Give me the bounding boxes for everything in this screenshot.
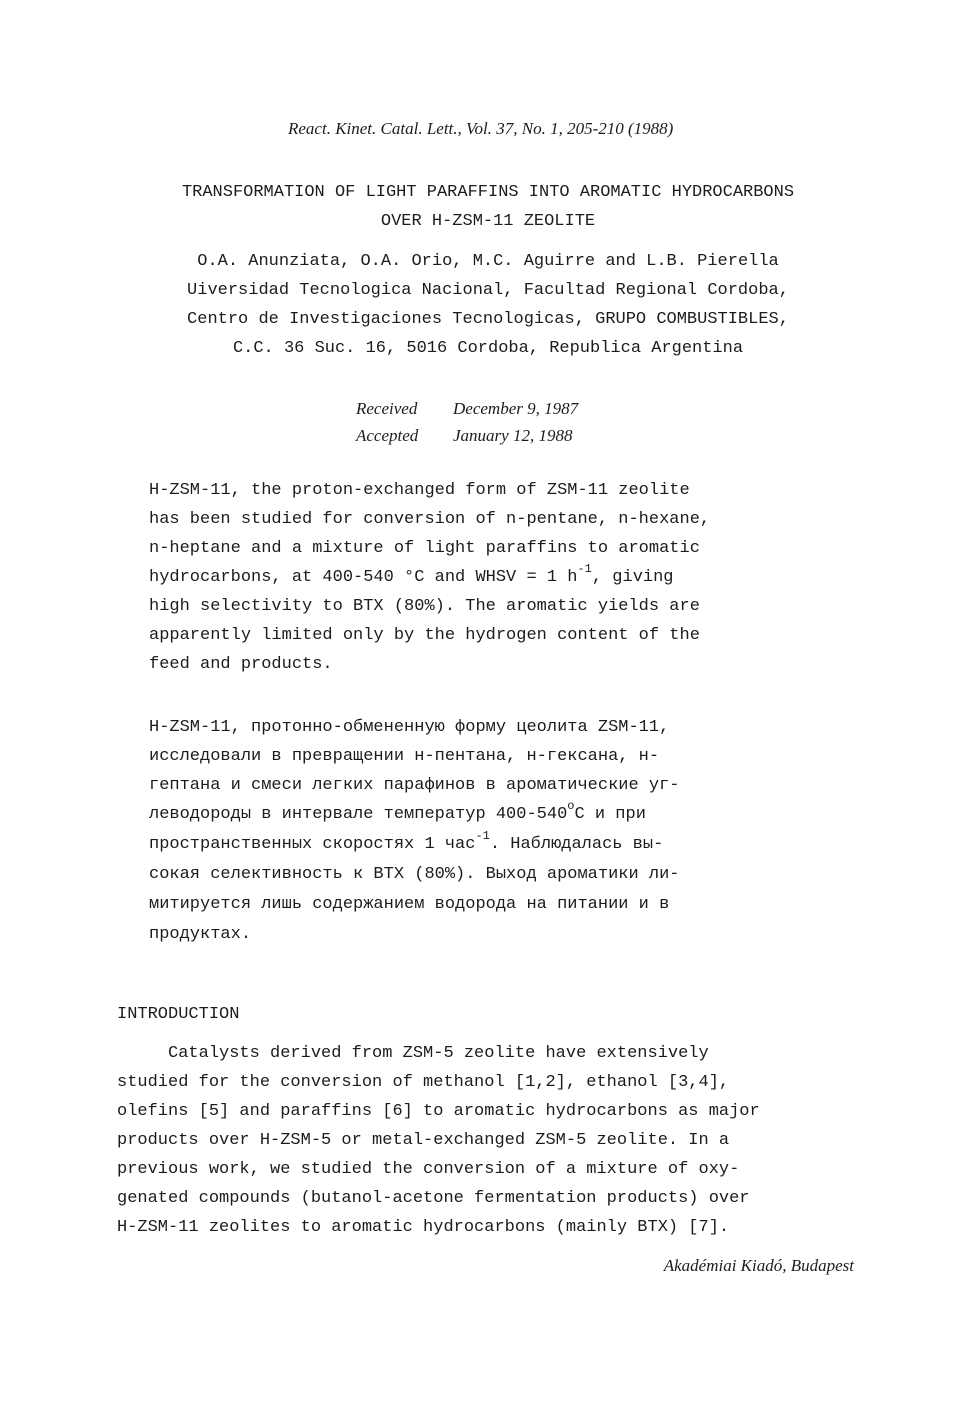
abstract-ru-line: гептана и смеси легких парафинов в ароматические уг- [149, 776, 680, 795]
abstract-ru-text: C и при [574, 805, 646, 824]
superscript: -1 [475, 829, 490, 843]
received-label: Received [356, 399, 418, 418]
abstract-ru-line: митируется лишь содержанием водорода на питании и в [149, 895, 670, 914]
intro-line: olefins [5] and paraffins [6] to aromatic hydrocarbons as major [117, 1102, 760, 1121]
superscript: -1 [577, 562, 592, 576]
abstract-en-text: , giving [591, 568, 674, 587]
received-date: December 9, 1987 [453, 399, 579, 418]
publisher: Akadémiai Kiadó, Budapest [663, 1256, 854, 1275]
abstract-en-line: apparently limited only by the hydrogen content of the [149, 626, 700, 645]
affiliation-line-3: C.C. 36 Suc. 16, 5016 Cordoba, Republica Argentina [232, 339, 744, 358]
affiliation-line-2: Centro de Investigaciones Tecnologicas, GRUPO COMBUSTIBLES, [187, 310, 789, 329]
introduction-heading: INTRODUCTION [117, 1005, 240, 1024]
abstract-en-line: n-heptane and a mixture of light paraffins to aromatic [149, 539, 700, 558]
abstract-ru-line: исследовали в превращении н-пентана, н-гексана, н- [149, 747, 660, 766]
abstract-ru-text: леводороды в интервале температур 400-540 [149, 805, 568, 824]
abstract-en-line: H-ZSM-11, the proton-exchanged form of ZSM-11 zeolite [149, 481, 690, 500]
abstract-ru-text: . Наблюдалась вы- [489, 835, 664, 854]
abstract-en-line: feed and products. [149, 655, 333, 674]
abstract-en-line [149, 562, 674, 589]
abstract-ru-line: H-ZSM-11, протонно-обмененную форму цеолита ZSM-11, [149, 718, 670, 737]
abstract-ru-text: пространственных скоростях 1 час [149, 835, 476, 854]
abstract-en-text: hydrocarbons, at 400-540 °C and WHSV = 1 h [149, 568, 578, 587]
authors: O.A. Anunziata, O.A. Orio, M.C. Aguirre and L.B. Pierella [197, 252, 779, 271]
intro-line: genated compounds (butanol-acetone fermentation products) over [117, 1189, 750, 1208]
abstract-en-line: high selectivity to BTX (80%). The aromatic yields are [149, 597, 700, 616]
abstract-ru-line [149, 799, 646, 826]
intro-line: previous work, we studied the conversion of a mixture of oxy- [117, 1160, 740, 1179]
intro-line: products over H-ZSM-5 or metal-exchanged ZSM-5 zeolite. In a [117, 1131, 730, 1150]
affiliation-line-1: Uiversidad Tecnologica Nacional, Facultad Regional Cordoba, [187, 281, 789, 300]
abstract-en-line: has been studied for conversion of n-pentane, n-hexane, [149, 510, 711, 529]
accepted-date: January 12, 1988 [453, 426, 573, 445]
abstract-ru-line [149, 829, 664, 856]
abstract-ru-line: сокая селективность к BTX (80%). Выход ароматики ли- [149, 865, 680, 884]
intro-line: H-ZSM-11 zeolites to aromatic hydrocarbons (mainly BTX) [7]. [117, 1218, 730, 1237]
journal-citation: React. Kinet. Catal. Lett., Vol. 37, No. 1, 205-210 (1988) [288, 119, 674, 138]
accepted-label: Accepted [356, 426, 419, 445]
intro-line: Catalysts derived from ZSM-5 zeolite have extensively [117, 1044, 709, 1063]
paper-title-line-1: TRANSFORMATION OF LIGHT PARAFFINS INTO AROMATIC HYDROCARBONS [181, 183, 795, 202]
paper-title-line-2: OVER H-ZSM-11 ZEOLITE [380, 212, 596, 231]
intro-line: studied for the conversion of methanol [1,2], ethanol [3,4], [117, 1073, 730, 1092]
superscript: o [567, 799, 575, 813]
abstract-ru-line: продуктах. [149, 925, 252, 944]
